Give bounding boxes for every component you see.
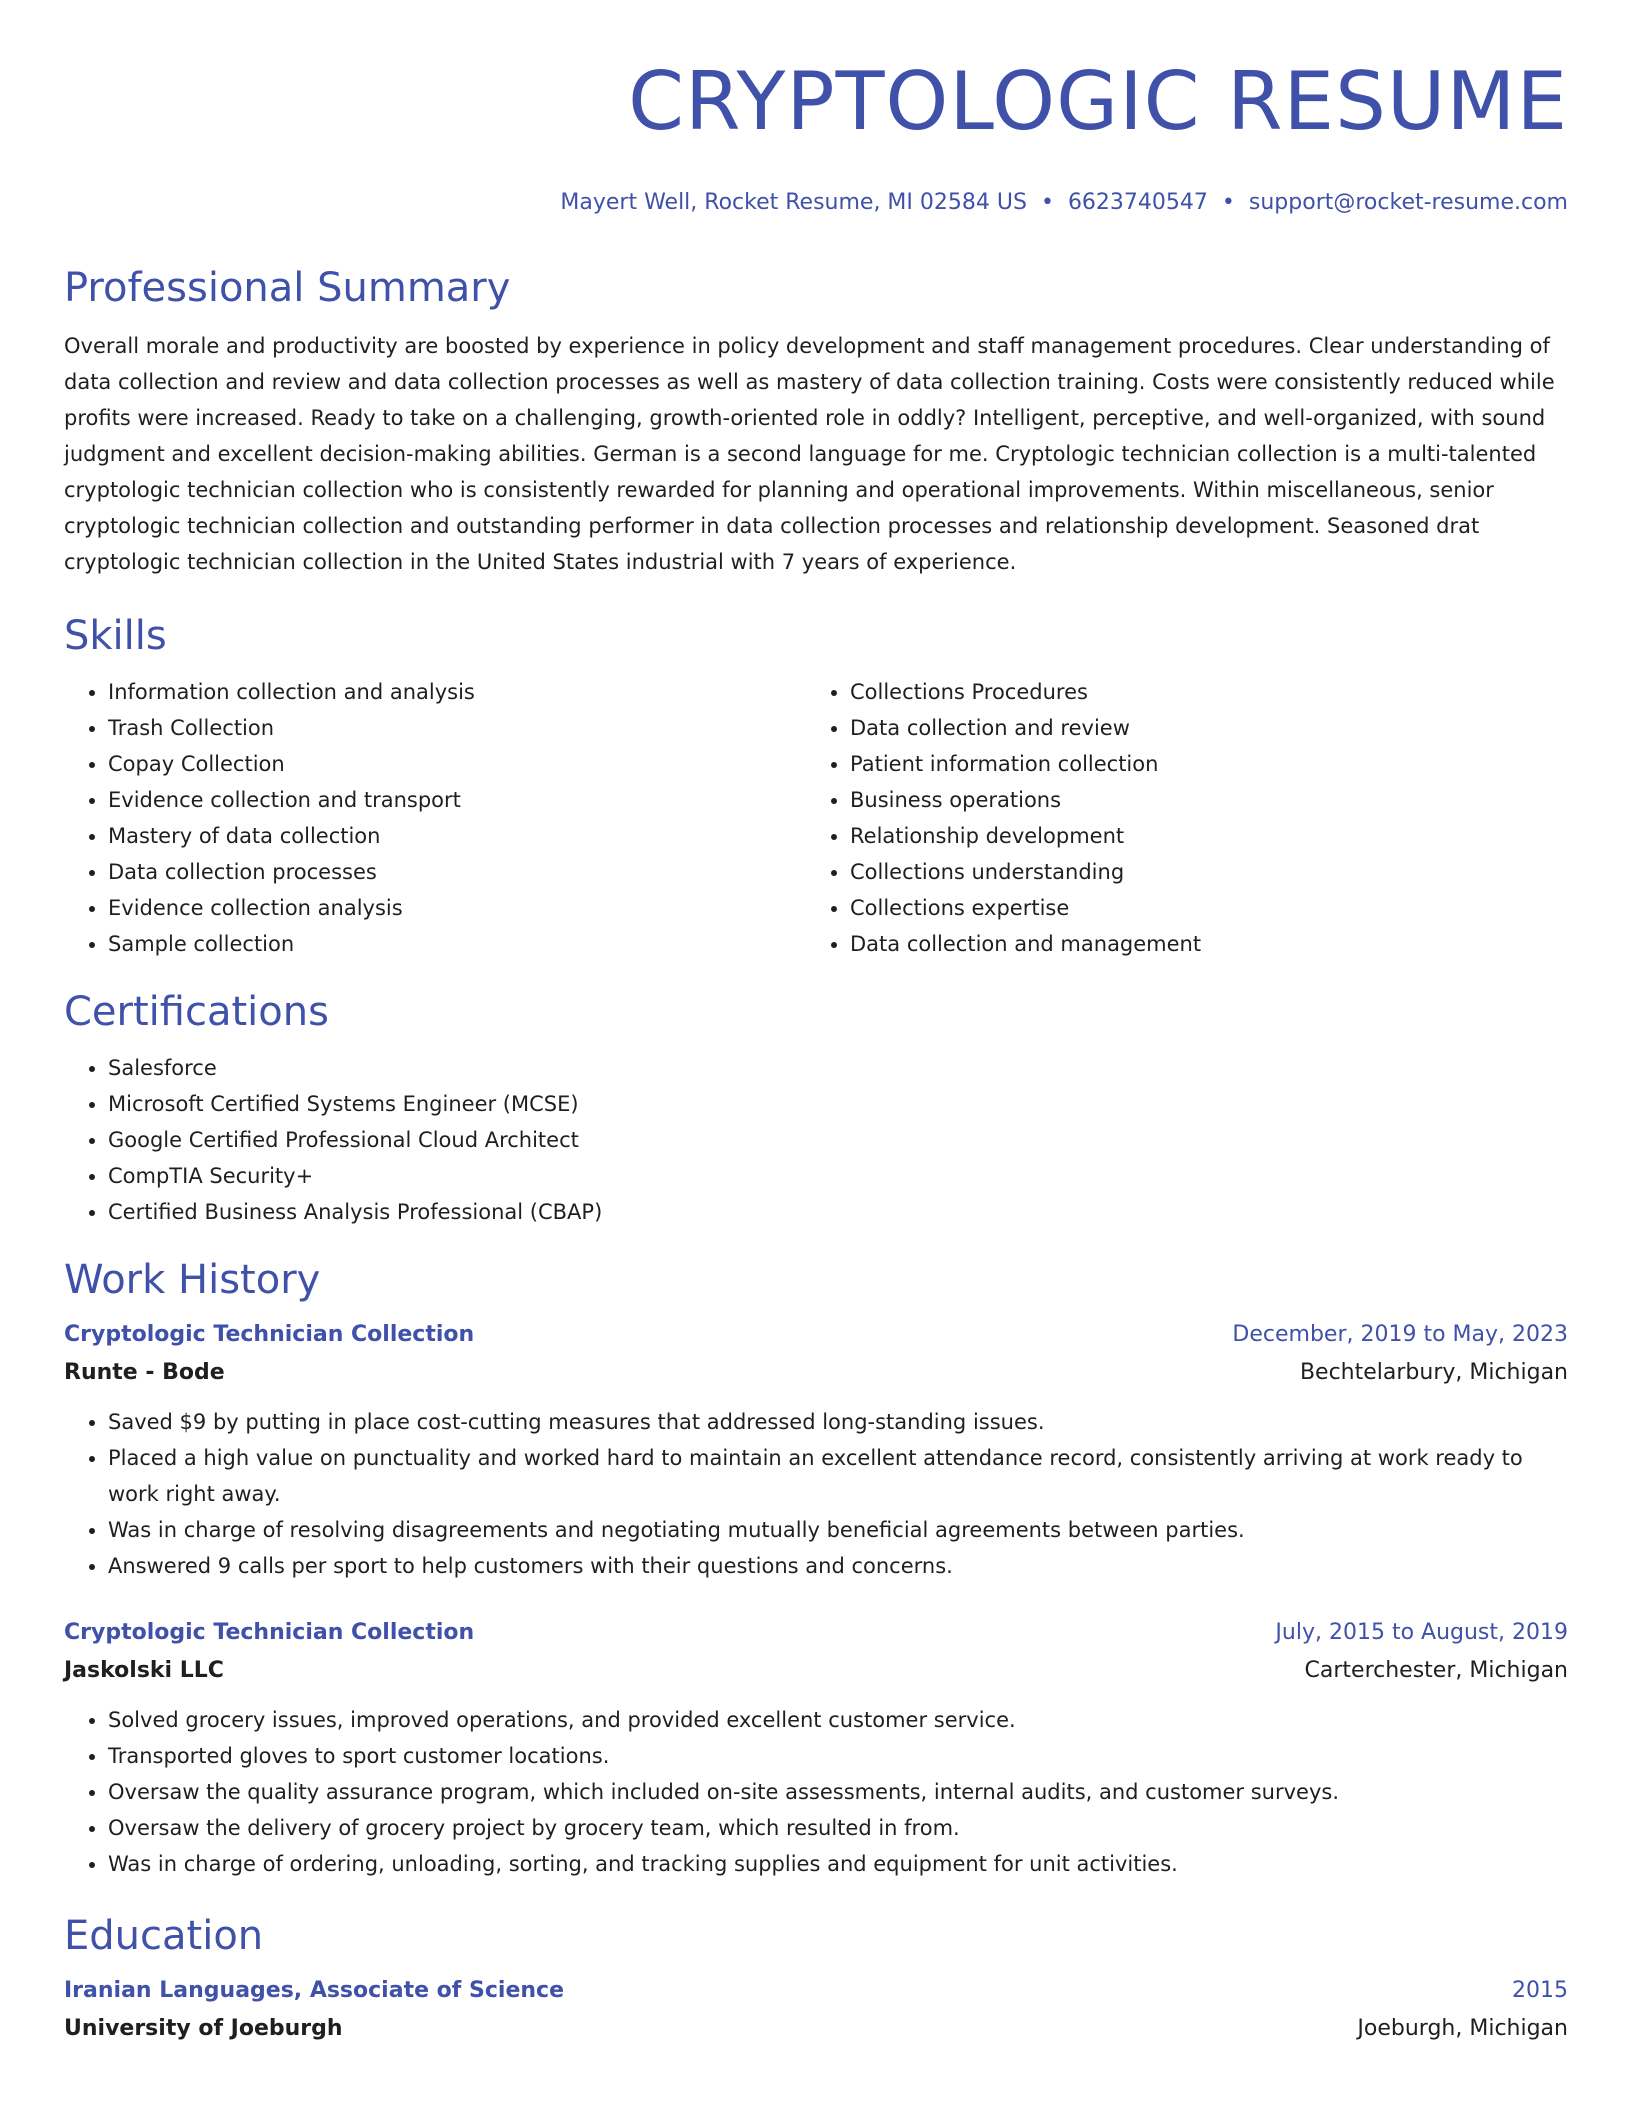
skill-item: • Sample collection <box>108 926 806 962</box>
skills-grid <box>64 674 1568 962</box>
job-bullet: • Was in charge of resolving disagreements and negotiating mutually beneficial agreements between parties. <box>108 1512 1568 1548</box>
work-history-heading: Work History <box>64 1257 321 1303</box>
skill-item: • Collections expertise <box>850 890 1548 926</box>
skill-item: • Data collection processes <box>108 854 806 890</box>
skills-list-left <box>64 674 806 962</box>
education-year: 2015 <box>1512 1978 1568 2003</box>
contact-email[interactable]: support@rocket-resume.com <box>1248 190 1568 215</box>
job-company: Runte - Bode <box>64 1360 225 1385</box>
summary-heading: Professional Summary <box>64 265 511 311</box>
job-bullet: • Placed a high value on punctuality and worked hard to maintain an excellent attendance record, consistently arriving at work ready to work right away. <box>108 1440 1568 1512</box>
skill-item: • Relationship development <box>850 818 1548 854</box>
job-dates: July, 2015 to August, 2019 <box>1275 1620 1568 1645</box>
certifications-heading: Certifications <box>64 989 329 1035</box>
contact-separator: • <box>1221 190 1235 215</box>
summary-section <box>64 262 1568 580</box>
skills-column-right <box>806 674 1548 962</box>
skill-item: • Evidence collection and transport <box>108 782 806 818</box>
job-bullet: • Was in charge of ordering, unloading, sorting, and tracking supplies and equipment for unit activities. <box>108 1846 1568 1882</box>
certification-item: • Certified Business Analysis Professional (CBAP) <box>108 1194 1568 1230</box>
skill-item: • Evidence collection analysis <box>108 890 806 926</box>
certification-item: • Google Certified Professional Cloud Architect <box>108 1122 1568 1158</box>
education-entry <box>64 1972 1568 2048</box>
skill-item: • Collections Procedures <box>850 674 1548 710</box>
job-bullet: • Oversaw the delivery of grocery project by grocery team, which resulted in from. <box>108 1810 1568 1846</box>
skill-item: • Data collection and management <box>850 926 1548 962</box>
job-bullet: • Solved grocery issues, improved operations, and provided excellent customer service. <box>108 1702 1568 1738</box>
skills-heading: Skills <box>64 613 167 659</box>
education-location: Joeburgh, Michigan <box>1357 2016 1568 2041</box>
job-bullet: • Oversaw the quality assurance program, which included on-site assessments, internal audits, and customer surveys. <box>108 1774 1568 1810</box>
skill-item: • Mastery of data collection <box>108 818 806 854</box>
job-bullet: • Answered 9 calls per sport to help customers with their questions and concerns. <box>108 1548 1568 1584</box>
job-bullet: • Transported gloves to sport customer locations. <box>108 1738 1568 1774</box>
education-school: University of Joeburgh <box>64 2016 343 2041</box>
job-entry <box>64 1316 1568 1584</box>
skill-item: • Business operations <box>850 782 1548 818</box>
education-header-row <box>64 1972 1568 2010</box>
certifications-list <box>64 1050 1568 1230</box>
contact-phone: 6623740547 <box>1067 190 1208 215</box>
education-section <box>64 1910 1568 2048</box>
job-dates: December, 2019 to May, 2023 <box>1232 1322 1568 1347</box>
certification-item: • Microsoft Certified Systems Engineer (MCSE) <box>108 1086 1568 1122</box>
skill-item: • Information collection and analysis <box>108 674 806 710</box>
job-company-row <box>64 1354 1568 1392</box>
certifications-section <box>64 986 1568 1230</box>
education-school-row <box>64 2010 1568 2048</box>
job-title: Cryptologic Technician Collection <box>64 1322 475 1347</box>
skills-list-right <box>806 674 1548 962</box>
job-bullet: • Saved $9 by putting in place cost-cutting measures that addressed long-standing issues. <box>108 1404 1568 1440</box>
skill-item: • Trash Collection <box>108 710 806 746</box>
job-company-row <box>64 1652 1568 1690</box>
skill-item: • Collections understanding <box>850 854 1548 890</box>
education-heading: Education <box>64 1913 264 1959</box>
certification-item: • Salesforce <box>108 1050 1568 1086</box>
job-company: Jaskolski LLC <box>64 1658 224 1683</box>
skills-column-left <box>64 674 806 962</box>
skills-section <box>64 610 1568 962</box>
job-bullets <box>64 1702 1568 1882</box>
certification-item: • CompTIA Security+ <box>108 1158 1568 1194</box>
job-entry <box>64 1614 1568 1882</box>
work-history-section <box>64 1254 1568 1882</box>
job-header-row <box>64 1614 1568 1652</box>
job-location: Carterchester, Michigan <box>1304 1658 1568 1683</box>
contact-line <box>64 188 1568 218</box>
skill-item: • Data collection and review <box>850 710 1548 746</box>
education-degree: Iranian Languages, Associate of Science <box>64 1978 564 2003</box>
summary-text: Overall morale and productivity are boosted by experience in policy development and staff management procedures. Clear understanding of data collection and review and data collection processes as well as mastery of data collection training. Costs were consistently reduced while profits were increased. Ready to take on a challenging, growth-oriented role in oddly? Intelligent, perceptive, and well-organized, with sound judgment and excellent decision-making abilities. German is a second language for me. Cryptologic technician collection is a multi-talented cryptologic technician collection who is consistently rewarded for planning and operational improvements. Within miscellaneous, senior cryptologic technician collection and outstanding performer in data collection processes and relationship development. Seasoned drat cryptologic technician collection in the United States industrial with 7 years of experience. <box>64 334 1555 574</box>
contact-address: Mayert Well, Rocket Resume, MI 02584 US <box>560 190 1027 215</box>
resume-title: CRYPTOLOGIC RESUME <box>628 55 1568 148</box>
job-location: Bechtelarbury, Michigan <box>1299 1360 1568 1385</box>
job-title: Cryptologic Technician Collection <box>64 1620 475 1645</box>
skill-item: • Copay Collection <box>108 746 806 782</box>
resume-header <box>64 0 1568 218</box>
skill-item: • Patient information collection <box>850 746 1548 782</box>
job-header-row <box>64 1316 1568 1354</box>
contact-separator: • <box>1040 190 1054 215</box>
job-bullets <box>64 1404 1568 1584</box>
